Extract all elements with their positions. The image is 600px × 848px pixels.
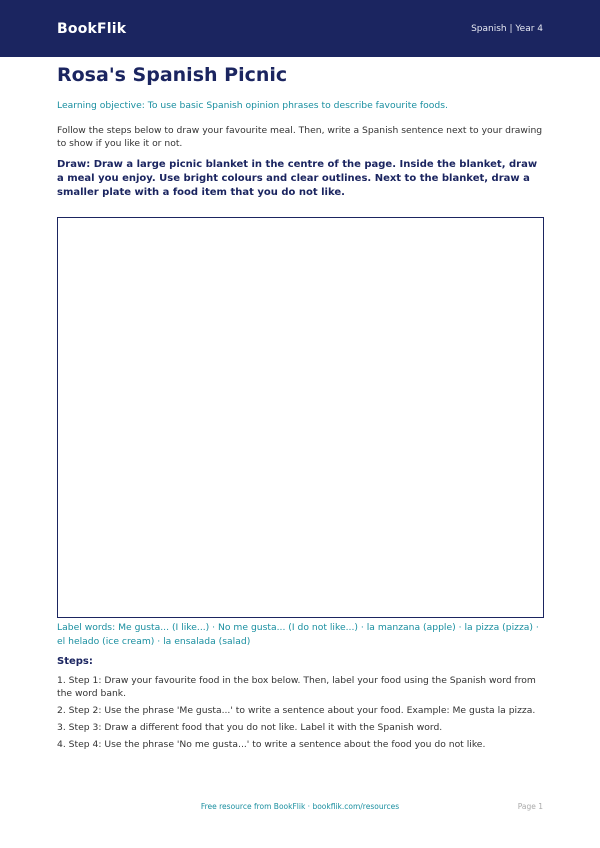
step-item: 4. Step 4: Use the phrase 'No me gusta...' to write a sentence about the food you do not like.: [57, 739, 486, 750]
page-title: Rosa's Spanish Picnic: [57, 64, 288, 86]
step-item: 1. Step 1: Draw your favourite food in the box below. Then, label your food using the Spanish word from the word bank.: [57, 675, 536, 699]
label-words: Label words: Me gusta... (I like...) · No me gusta... (I do not like...) · la manzana (apple) · la pizza (pizza) · el helado (ice cream) · la ensalada (salad): [57, 622, 539, 647]
learning-objective: Learning objective: To use basic Spanish opinion phrases to describe favourite foods.: [57, 100, 448, 111]
step-item: 2. Step 2: Use the phrase 'Me gusta...' to write a sentence about your food. Example: Me gusta la pizza.: [57, 705, 536, 716]
page-header: [0, 0, 600, 57]
steps-list: [57, 674, 545, 755]
subject-year-label: Spanish | Year 4: [471, 23, 543, 34]
drawing-box[interactable]: [57, 217, 544, 618]
step-item: 3. Step 3: Draw a different food that you do not like. Label it with the Spanish word.: [57, 722, 443, 733]
draw-instruction: Draw: Draw a large picnic blanket in the centre of the page. Inside the blanket, draw a meal you enjoy. Use bright colours and clear outlines. Next to the blanket, draw a smaller plate with a food item that you do not like.: [57, 159, 538, 198]
footer-text: Free resource from BookFlik · bookflik.com/resources: [200, 802, 400, 811]
intro-text: Follow the steps below to draw your favourite meal. Then, write a Spanish sentence next to your drawing to show if you like it or not.: [57, 125, 543, 149]
steps-heading: Steps:: [57, 656, 93, 667]
page-number: Page 1: [517, 802, 543, 811]
page-footer: [0, 802, 600, 814]
brand-logo-text: BookFlik: [57, 20, 127, 37]
